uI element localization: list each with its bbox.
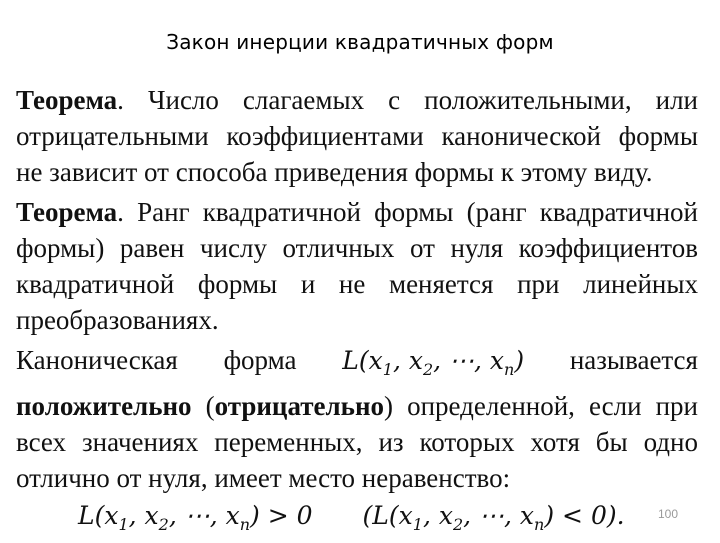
bold-negative: отрицательно	[214, 391, 385, 421]
theorem-2-label: Теорема	[16, 197, 118, 227]
theorem-1-text: . Число слагаемых с положительными, или отрицательными коэффициентами канонической формы не зависит от способа приведения формы к этому виду.	[16, 85, 698, 187]
page-title: Закон инерции квадратичных форм	[166, 30, 554, 54]
theorem-1-label: Теорема	[16, 85, 118, 115]
theorem-2	[16, 194, 698, 338]
inequalities	[16, 498, 698, 543]
word-called: называется	[569, 345, 698, 375]
definition	[16, 342, 698, 543]
theorem-2-text: . Ранг квадратичной формы (ранг квадратичной формы) равен числу отличных от нуля коэффициентов квадратичной формы и не меняется при линейных преобразованиях.	[16, 197, 698, 335]
definition-body: положительно (отрицательно) определенной, если при всех значениях переменных, из которых хотя бы одно отлично от нуля, имеет место неравенство:	[16, 391, 698, 493]
bold-positive: положительно	[16, 391, 192, 421]
definition-rest: ) определенной, если при всех значениях переменных, из которых хотя бы одно отлично от нуля, имеет место неравенство:	[16, 391, 698, 493]
definition-first-line	[16, 342, 698, 388]
form-expression: $L(x_1$, $x_2$, ⋯, $x_n$)	[342, 346, 525, 379]
inequality-positive: $L(x_1$, $x_2$, ⋯, $x_n) > 0$	[78, 501, 313, 534]
word-canonical: Каноническая	[16, 345, 178, 375]
theorem-1	[16, 82, 698, 190]
inequality-negative: ($L(x_1$, $x_2$, ⋯, $x_n) < 0$).	[362, 501, 625, 534]
page-number: 100	[657, 507, 678, 521]
slide-body	[16, 82, 698, 543]
word-form: форма	[223, 345, 297, 375]
